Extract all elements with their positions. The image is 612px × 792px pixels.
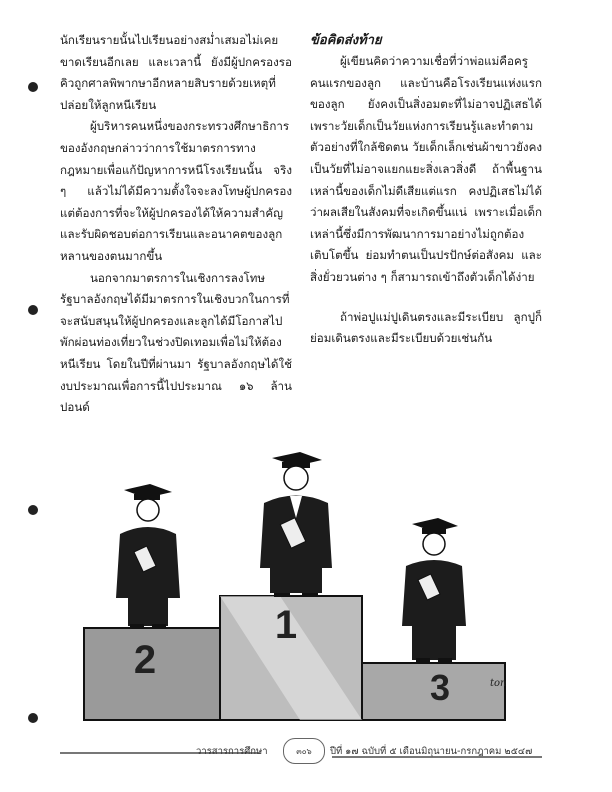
graduate-third-figure (402, 518, 466, 662)
journal-name: วารสารการศึกษา (196, 746, 268, 757)
issue-info: ปีที่ ๑๗ ฉบับที่ ๕ เดือนมิถุนายน-กรกฎาคม ๒๕๔๗ (330, 746, 533, 757)
right-column (310, 30, 542, 350)
graduate-first-figure (260, 452, 332, 597)
body-paragraph: นักเรียนรายนั้นไปเรียนอย่างสม่ำเสมอไม่เคยขาดเรียนอีกเลย และเวลานี้ ยังมีผู้ปกครองรอคิวถูกศาลพิพากษาอีกหลายสิบรายด้วยเหตุที่ปล่อยให้ลูกหนีเรียน (60, 33, 292, 112)
binder-hole (28, 505, 38, 515)
left-column (60, 30, 292, 419)
artist-signature: ton (490, 678, 507, 689)
binder-hole (28, 305, 38, 315)
binder-hole (28, 82, 38, 92)
page-number-badge (283, 738, 325, 764)
section-heading: ข้อคิดส่งท้าย (310, 33, 382, 48)
closing-paragraph: ถ้าพ่อปูแม่ปูเดินตรงและมีระเบียบ ลูกปูก็ย่อมเดินตรงและมีระเบียบด้วยเช่นกัน (310, 309, 542, 346)
place-number-third: 3 (429, 667, 451, 708)
graduate-second-figure (116, 484, 180, 628)
place-number-first: 1 (274, 603, 298, 647)
body-paragraph: นอกจากมาตรการในเชิงการลงโทษ รัฐบาลอังกฤษได้มีมาตรการในเชิงบวกในการที่จะสนับสนุนให้ผู้ปกครองและลูกได้มีโอกาสไปพักผ่อนท่องเที่ยวในช่วงปิดเทอมเพื่อไม่ให้ต้องหนีเรียน โดยในปีที่ผ่านมา รัฐบาลอังกฤษได้ใช้งบประมาณเพื่อการนี้ไปประมาณ ๑๖ ล้านปอนด์ (60, 270, 292, 415)
place-number-second: 2 (133, 638, 157, 682)
page-number: ๓๐๖ (296, 746, 312, 756)
body-paragraph: ผู้เขียนคิดว่าความเชื่อที่ว่าพ่อแม่คือครูคนแรกของลูก และบ้านคือโรงเรียนแห่งแรกของลูก ยังคงเป็นสิ่งอมตะที่ไม่อาจปฏิเสธได้ เพราะวัยเด็กเป็นวัยแห่งการเรียนรู้และทำตามตัวอย่างที่ใกล้ชิดตน วัยเด็กเล็กเช่นผ้าขาวยังคงเป็นวัยที่ไม่อาจแยกแยะสิ่งเลวสิ่งดี ถ้าพื้นฐานเหล่านี้ของเด็กไม่ดีเสียแต่แรก คงปฏิเสธไม่ได้ว่าผลเสียในสังคมที่จะเกิดขึ้นแน่ เพราะเมื่อเด็กเหล่านี้ซึ่งมีการพัฒนาการมาอย่างไม่ถูกต้องเติบโตขึ้น ย่อมทำตนเป็นปรปักษ์ต่อสังคม และสิ่งยั่วยวนต่าง ๆ ก็สามารถเข้าถึงตัวเด็กได้ง่าย (310, 54, 542, 284)
binder-hole (28, 713, 38, 723)
podium-illustration (60, 448, 530, 733)
body-paragraph: ผู้บริหารคนหนึ่งของกระทรวงศึกษาธิการของอังกฤษกล่าวว่าการใช้มาตรการทางกฎหมายเพื่อแก้ปัญหาการหนีโรงเรียนนั้น จริง ๆ แล้วไม่ได้มีความตั้งใจจะลงโทษผู้ปกครอง แต่ต้องการที่จะให้ผู้ปกครองได้ให้ความสำคัญและรับผิดชอบต่อการเรียนและอนาคตของลูกหลานของตนมากขึ้น (60, 119, 292, 263)
